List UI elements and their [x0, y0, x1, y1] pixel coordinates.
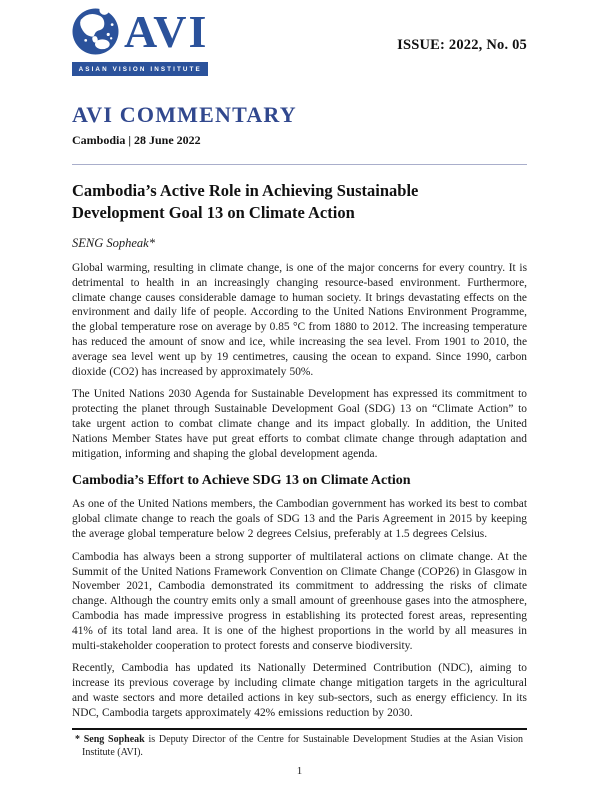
article-title: Cambodia’s Active Role in Achieving Sustainable Development Goal 13 on Climate Action — [72, 181, 419, 222]
avi-logo-top — [72, 8, 208, 60]
footnote — [72, 728, 527, 760]
page-header — [72, 8, 527, 76]
section-heading: Cambodia’s Effort to Achieve SDG 13 on Climate Action — [72, 473, 411, 489]
commentary-masthead-title: AVI COMMENTARY — [72, 102, 297, 127]
section-paragraph-1: As one of the United Nations members, the Cambodian government has worked its best to combat global climate change to reach the goals of SDG 13 and the Paris Agreement in 2015 by keeping the average global temperature below 2 degrees Celsius, preferably at 1.5 degrees Celsius. — [72, 498, 527, 540]
header-rule — [72, 164, 527, 165]
issue-label: ISSUE: 2022, No. 05 — [397, 37, 527, 53]
article-body — [72, 261, 527, 721]
section-paragraph-3: Recently, Cambodia has updated its Nationally Determined Contribution (NDC), aiming to increase its previous coverage by including climate change mitigation targets in the agricultural and waste sectors and more detailed actions in key sub-sectors, such as energy efficiency. In its NDC, Cambodia targets approximately 42% emissions reduction by 2030. — [72, 662, 527, 719]
section-paragraph-2: Cambodia has always been a strong supporter of multilateral actions on climate change. At the Summit of the United Nations Framework Convention on Climate Change (COP26) in Glasgow in November 2021, Cambodia demonstrated its commitment to addressing the risks of climate change. Although the country emits only a small amount of greenhouse gases into the atmosphere, Cambodia has made impressive progress in establishing its protected forest areas, representing 41% of its total land area. It is one of the highest proportions in the world by all measures in multi-stakeholder cooperation to protect forests and conserve biodiversity. — [72, 550, 527, 652]
footnote-author: * Seng Sopheak — [75, 733, 145, 745]
footnote-text: is Deputy Director of the Centre for Sustainable Development Studies at the Asian Vision Institute (AVI). — [82, 733, 524, 759]
dateline: Cambodia | 28 June 2022 — [72, 133, 201, 147]
logo-banner: ASIAN VISION INSTITUTE — [72, 62, 208, 76]
intro-paragraph-1: Global warming, resulting in climate change, is one of the major concerns for every country. It is detrimental to health in an increasingly changing resource-based environment. Furthermore, climate change causes considerable damage to human society. It brings devastating effects on the environment and daily life of people. According to the United Nations Environment Programme, the global temperature rose on average by 0.85 °C from 1880 to 2012. The increasing temperature has reduced the amount of snow and ice, while increasing the sea level. From 1901 to 2010, the average sea level went up by 19 centimetres, causing the ocean to expand. Since 1990, carbon dioxide (CO2) has increased by approximately 50%. — [72, 262, 527, 378]
page-number: 1 — [296, 764, 303, 777]
globe-icon — [72, 8, 119, 60]
logo-acronym: AVI — [124, 6, 209, 57]
avi-logo — [72, 8, 208, 76]
intro-paragraph-2: The United Nations 2030 Agenda for Sustainable Development has expressed its commitment to protecting the planet through Sustainable Development Goal (SDG) 13 on “Climate Action” to take urgent action to combat climate change and its impact globally. In addition, the United Nations Member States have put great efforts to combat climate change through adaptation and mitigation, informing and shaping the global development agenda. — [72, 388, 527, 460]
article-author: SENG Sopheak* — [72, 236, 155, 250]
